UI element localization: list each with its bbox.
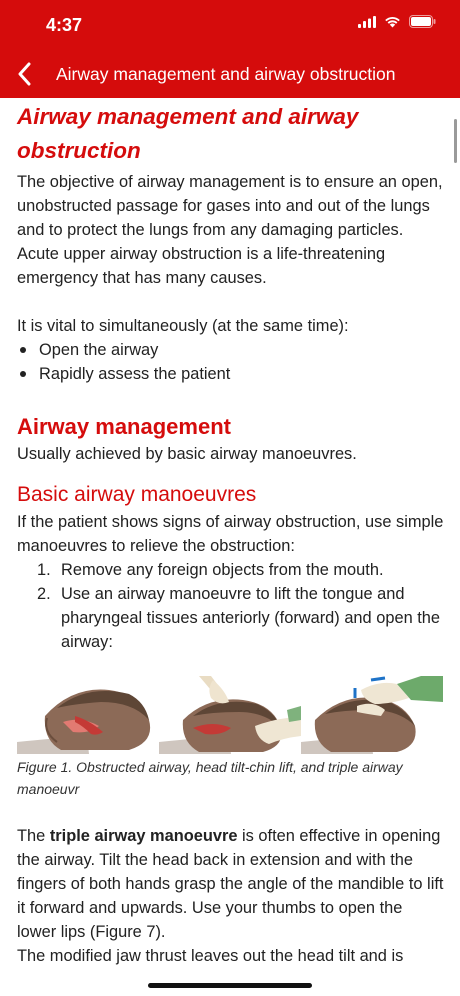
list-item [17, 558, 445, 582]
battery-icon [409, 15, 436, 33]
section-text: Usually achieved by basic airway manoeuvres. [17, 445, 357, 463]
list-item: Rapidly assess the patient [17, 362, 445, 386]
triple-paragraph [17, 824, 445, 944]
signal-icon [358, 15, 376, 33]
back-button[interactable] [10, 58, 38, 90]
figure-7-link[interactable]: Figure 7 [95, 923, 156, 941]
status-bar [0, 0, 460, 48]
step-number: 1. [37, 561, 51, 579]
text-segment: is often effective in opening the airway. Tilt the head back in extension and with the fingers of both hands grasp the angle of the mandible to lift it forward and upwards. Use your thumbs to open the lower lips ( [17, 827, 444, 941]
nav-bar [0, 52, 460, 96]
cutoff-line: The modified jaw thrust leaves out the head tilt and is [17, 947, 404, 965]
scrollbar[interactable] [454, 119, 457, 163]
article-content[interactable] [17, 100, 445, 968]
status-icons [358, 15, 436, 33]
bold-term: triple airway manoeuvre [49, 827, 238, 845]
status-time: 4:37 [46, 15, 83, 35]
section-text: If the patient shows signs of airway obstruction, use simple manoeuvres to relieve the obstruction: [17, 513, 444, 555]
list-item: Open the airway [17, 338, 445, 362]
text-segment: ). [155, 923, 166, 941]
steps-list [17, 558, 445, 654]
intro-paragraph: The objective of airway management is to ensure an open, unobstructed passage for gases into and out of the lungs and to protect the lungs from any damaging particles. Acute upper airway obstruction is a life-threatening emergency that has many causes. [17, 173, 443, 287]
wifi-icon [384, 15, 401, 33]
text-segment: The [17, 827, 50, 845]
figure-head-tilt-chin-lift[interactable] [159, 676, 301, 754]
figure-caption: Figure 1. Obstructed airway, head tilt-chin lift, and triple airway manoeuvr [17, 759, 403, 797]
step-text: Remove any foreign objects from the mouth. [61, 561, 384, 579]
app-header [0, 0, 460, 98]
step-text: Use an airway manoeuvre to lift the tongue and pharyngeal tissues anteriorly (forward) and open the airway: [61, 585, 441, 651]
figure-1-images[interactable] [17, 676, 445, 754]
section-heading-basic: Basic airway manoeuvres [17, 483, 257, 506]
home-indicator[interactable] [148, 983, 312, 988]
nav-title: Airway management and airway obstruction [56, 64, 396, 84]
chevron-left-icon [17, 62, 31, 86]
vital-intro: It is vital to simultaneously (at the same time): [17, 317, 349, 335]
list-item [17, 582, 445, 654]
article-title: Airway management and airway obstruction [17, 104, 359, 163]
figure-triple-airway-manoeuvre[interactable] [301, 676, 443, 754]
section-heading-airway-management: Airway management [17, 414, 231, 439]
vital-list [17, 338, 445, 386]
step-number: 2. [37, 585, 51, 603]
figure-obstructed-airway[interactable] [17, 676, 159, 754]
